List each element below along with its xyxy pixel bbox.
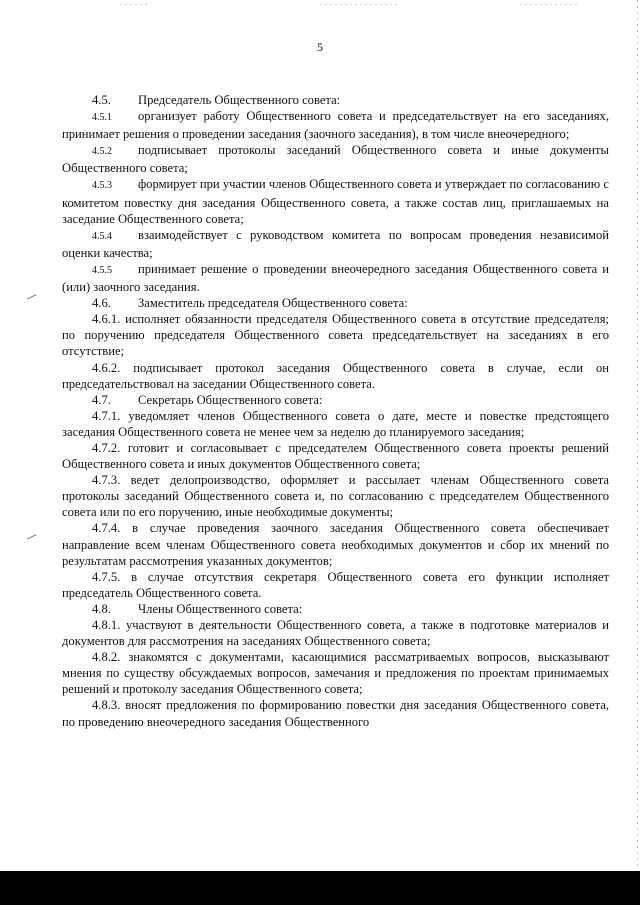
- list-item: 4.7.1. уведомляет членов Общественного совета о дате, месте и повестке предстоящего заседания Общественного совета не менее чем за неделю до планируемого заседания;: [62, 408, 609, 439]
- page-number: 5: [317, 40, 323, 54]
- scan-artifact-top: [120, 4, 150, 5]
- item-text: подписывает протоколы заседаний Общественного совета и иные документы Общественного совета;: [62, 143, 609, 176]
- item-number: 4.6.: [92, 296, 111, 311]
- list-item: 4.8.1. участвуют в деятельности Общественного совета, а также в подготовке материалов и документов для рассмотрения на заседаниях Общественного совета;: [62, 618, 609, 649]
- item-text: принимает решение о проведении внеочередного заседания Общественного совета и (или) заочного заседания.: [62, 261, 609, 295]
- item-number: 4.5.1: [92, 112, 112, 124]
- item-text: Председатель Общественного совета:: [138, 93, 341, 107]
- item-text: формирует при участии членов Общественного совета и утверждает по согласованию с комитетом повестку дня заседания Общественного совета, а также состав лиц, приглашаемых на заседание Общественного совета;: [62, 177, 609, 226]
- margin-mark: [27, 534, 39, 545]
- list-item: 4.6.2. подписывает протокол заседания Общественного совета в случае, если он председательствовал на заседании Общественного совета.: [62, 360, 609, 391]
- scan-edge: [637, 0, 638, 870]
- list-item: [62, 261, 609, 295]
- list-item: 4.7.4. в случае проведения заочного заседания Общественного совета обеспечивает направление всем членам Общественного совета необходимых документов и сбор их мнений по результатам рассмотрения указанных документов;: [62, 521, 609, 568]
- item-number: 4.5.: [92, 93, 111, 107]
- list-item: [62, 108, 609, 142]
- item-number: 4.5.4: [92, 230, 112, 242]
- list-item: 4.7.2. готовит и согласовывает с председателем Общественного совета проекты решений Общественного совета и иных документов Общественного совета;: [62, 440, 609, 472]
- list-item: [62, 142, 609, 176]
- item-text: Члены Общественного совета:: [138, 601, 303, 616]
- list-item: [62, 176, 609, 226]
- item-number: 4.5.2: [92, 146, 112, 158]
- scan-bottom-bar: [0, 871, 640, 905]
- section-heading: [62, 295, 609, 311]
- item-number: 4.5.5: [92, 264, 112, 276]
- scan-artifact-top: [320, 4, 400, 5]
- item-text: Секретарь Общественного совета:: [138, 392, 323, 407]
- list-item: 4.8.2. знакомятся с документами, касающимися рассматриваемых вопросов, высказывают мнения по существу обсуждаемых вопросов, замечания и предложения по проектам принимаемых решений и протоколу заседания Общественного совета;: [62, 650, 609, 697]
- document-body: [62, 92, 609, 730]
- section-heading: [62, 92, 609, 108]
- section-heading: [62, 392, 609, 408]
- margin-mark: [27, 294, 39, 305]
- item-text: организует работу Общественного совета и председательствует на его заседаниях, принимает решения о проведении заседания (заочного заседания), в том числе внеочередного;: [62, 109, 609, 142]
- list-item: 4.6.1. исполняет обязанности председателя Общественного совета в отсутствие председателя; по поручению председателя Общественного совета председательствует на заседаниях в его отсутствие;: [62, 312, 609, 359]
- scan-artifact-top: [520, 4, 580, 5]
- list-item: 4.7.5. в случае отсутствия секретаря Общественного совета его функции исполняет председатель Общественного совета.: [62, 569, 609, 600]
- item-number: 4.5.3: [92, 180, 112, 192]
- list-item: 4.7.3. ведет делопроизводство, оформляет и рассылает членам Общественного совета протоколы заседаний Общественного совета и, по согласованию с председателем Общественного совета или по его поручению, иные необходимые документы;: [62, 473, 609, 520]
- item-text: взаимодействует с руководством комитета по вопросам проведения независимой оценки качества;: [62, 227, 609, 260]
- list-item: [62, 227, 609, 261]
- list-item: 4.8.3. вносят предложения по формированию повестки дня заседания Общественного совета, по проведению внеочередного заседания Общественного: [62, 698, 609, 729]
- item-text: Заместитель председателя Общественного совета:: [138, 296, 408, 311]
- item-number: 4.7.: [92, 392, 111, 407]
- section-heading: [62, 601, 609, 617]
- item-number: 4.8.: [92, 601, 111, 616]
